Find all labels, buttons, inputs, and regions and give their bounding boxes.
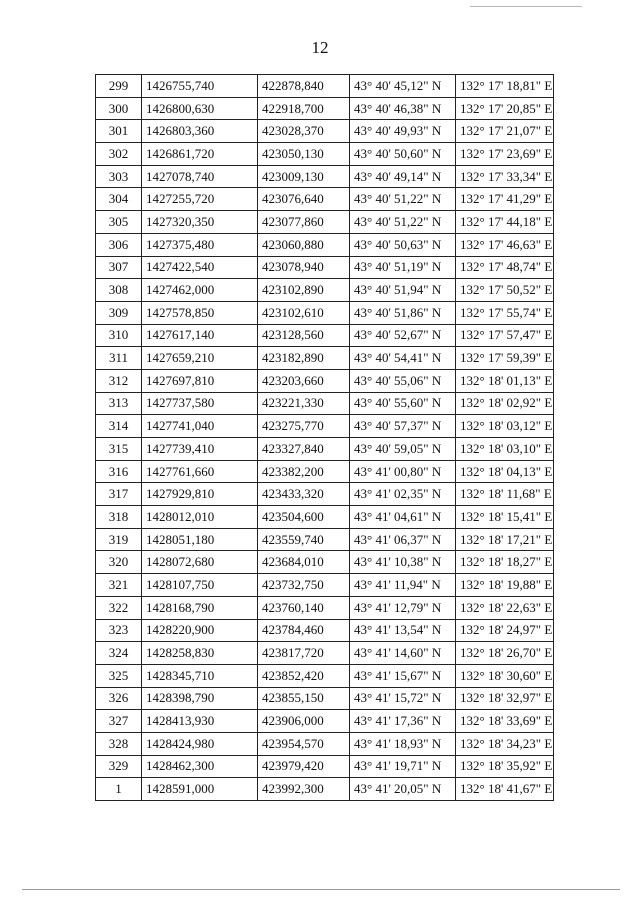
longitude-cell: 132° 18' 30,60" E xyxy=(456,664,554,687)
point-number-cell: 313 xyxy=(96,392,142,415)
top-rule xyxy=(470,6,582,7)
point-number-cell: 315 xyxy=(96,438,142,461)
point-number-cell: 329 xyxy=(96,755,142,778)
x-coordinate-cell: 1428107,750 xyxy=(142,574,258,597)
table-row xyxy=(96,438,554,461)
point-number-cell: 312 xyxy=(96,369,142,392)
x-coordinate-cell: 1428258,830 xyxy=(142,642,258,665)
longitude-cell: 132° 18' 35,92" E xyxy=(456,755,554,778)
longitude-cell: 132° 17' 23,69" E xyxy=(456,143,554,166)
table-row xyxy=(96,97,554,120)
longitude-cell: 132° 18' 11,68" E xyxy=(456,483,554,506)
y-coordinate-cell: 423382,200 xyxy=(258,460,350,483)
latitude-cell: 43° 40' 55,60" N xyxy=(350,392,456,415)
x-coordinate-cell: 1427741,040 xyxy=(142,415,258,438)
y-coordinate-cell: 423028,370 xyxy=(258,120,350,143)
point-number-cell: 1 xyxy=(96,778,142,801)
table-row xyxy=(96,188,554,211)
latitude-cell: 43° 41' 14,60" N xyxy=(350,642,456,665)
latitude-cell: 43° 40' 50,63" N xyxy=(350,233,456,256)
y-coordinate-cell: 423102,610 xyxy=(258,301,350,324)
latitude-cell: 43° 40' 55,06" N xyxy=(350,369,456,392)
table-row xyxy=(96,710,554,733)
longitude-cell: 132° 17' 50,52" E xyxy=(456,279,554,302)
x-coordinate-cell: 1427462,000 xyxy=(142,279,258,302)
longitude-cell: 132° 18' 17,21" E xyxy=(456,528,554,551)
point-number-cell: 306 xyxy=(96,233,142,256)
latitude-cell: 43° 41' 10,38" N xyxy=(350,551,456,574)
point-number-cell: 322 xyxy=(96,596,142,619)
latitude-cell: 43° 41' 18,93" N xyxy=(350,732,456,755)
point-number-cell: 327 xyxy=(96,710,142,733)
table-row xyxy=(96,755,554,778)
table-row xyxy=(96,347,554,370)
longitude-cell: 132° 18' 34,23" E xyxy=(456,732,554,755)
latitude-cell: 43° 41' 17,36" N xyxy=(350,710,456,733)
point-number-cell: 323 xyxy=(96,619,142,642)
longitude-cell: 132° 18' 26,70" E xyxy=(456,642,554,665)
point-number-cell: 316 xyxy=(96,460,142,483)
table-row xyxy=(96,165,554,188)
longitude-cell: 132° 18' 22,63" E xyxy=(456,596,554,619)
y-coordinate-cell: 423760,140 xyxy=(258,596,350,619)
y-coordinate-cell: 423102,890 xyxy=(258,279,350,302)
table-row xyxy=(96,778,554,801)
longitude-cell: 132° 17' 44,18" E xyxy=(456,211,554,234)
table-row xyxy=(96,75,554,98)
longitude-cell: 132° 18' 02,92" E xyxy=(456,392,554,415)
x-coordinate-cell: 1427617,140 xyxy=(142,324,258,347)
y-coordinate-cell: 423050,130 xyxy=(258,143,350,166)
x-coordinate-cell: 1428398,790 xyxy=(142,687,258,710)
x-coordinate-cell: 1428413,930 xyxy=(142,710,258,733)
y-coordinate-cell: 423009,130 xyxy=(258,165,350,188)
y-coordinate-cell: 423077,860 xyxy=(258,211,350,234)
y-coordinate-cell: 423684,010 xyxy=(258,551,350,574)
point-number-cell: 305 xyxy=(96,211,142,234)
y-coordinate-cell: 423076,640 xyxy=(258,188,350,211)
x-coordinate-cell: 1428345,710 xyxy=(142,664,258,687)
table-row xyxy=(96,551,554,574)
latitude-cell: 43° 40' 52,67" N xyxy=(350,324,456,347)
y-coordinate-cell: 423559,740 xyxy=(258,528,350,551)
table-row xyxy=(96,256,554,279)
table-row xyxy=(96,301,554,324)
table-row xyxy=(96,324,554,347)
longitude-cell: 132° 18' 18,27" E xyxy=(456,551,554,574)
x-coordinate-cell: 1426861,720 xyxy=(142,143,258,166)
x-coordinate-cell: 1428462,300 xyxy=(142,755,258,778)
y-coordinate-cell: 423906,000 xyxy=(258,710,350,733)
latitude-cell: 43° 40' 49,14" N xyxy=(350,165,456,188)
table-row xyxy=(96,392,554,415)
y-coordinate-cell: 423817,720 xyxy=(258,642,350,665)
y-coordinate-cell: 423060,880 xyxy=(258,233,350,256)
longitude-cell: 132° 18' 19,88" E xyxy=(456,574,554,597)
table-row xyxy=(96,483,554,506)
point-number-cell: 307 xyxy=(96,256,142,279)
longitude-cell: 132° 18' 03,10" E xyxy=(456,438,554,461)
longitude-cell: 132° 17' 21,07" E xyxy=(456,120,554,143)
longitude-cell: 132° 18' 03,12" E xyxy=(456,415,554,438)
table-row xyxy=(96,506,554,529)
y-coordinate-cell: 423078,940 xyxy=(258,256,350,279)
latitude-cell: 43° 41' 02,35" N xyxy=(350,483,456,506)
point-number-cell: 318 xyxy=(96,506,142,529)
point-number-cell: 309 xyxy=(96,301,142,324)
y-coordinate-cell: 423784,460 xyxy=(258,619,350,642)
latitude-cell: 43° 40' 51,19" N xyxy=(350,256,456,279)
point-number-cell: 321 xyxy=(96,574,142,597)
table-row xyxy=(96,619,554,642)
point-number-cell: 320 xyxy=(96,551,142,574)
x-coordinate-cell: 1426803,360 xyxy=(142,120,258,143)
longitude-cell: 132° 18' 33,69" E xyxy=(456,710,554,733)
latitude-cell: 43° 41' 19,71" N xyxy=(350,755,456,778)
point-number-cell: 319 xyxy=(96,528,142,551)
coordinates-table xyxy=(95,74,554,801)
coordinates-table-body xyxy=(96,75,554,801)
bottom-rule xyxy=(22,889,620,890)
table-row xyxy=(96,279,554,302)
latitude-cell: 43° 41' 00,80" N xyxy=(350,460,456,483)
latitude-cell: 43° 40' 51,22" N xyxy=(350,188,456,211)
table-row xyxy=(96,528,554,551)
longitude-cell: 132° 18' 32,97" E xyxy=(456,687,554,710)
x-coordinate-cell: 1428220,900 xyxy=(142,619,258,642)
point-number-cell: 314 xyxy=(96,415,142,438)
x-coordinate-cell: 1427422,540 xyxy=(142,256,258,279)
longitude-cell: 132° 17' 46,63" E xyxy=(456,233,554,256)
table-row xyxy=(96,642,554,665)
y-coordinate-cell: 423954,570 xyxy=(258,732,350,755)
point-number-cell: 324 xyxy=(96,642,142,665)
point-number-cell: 302 xyxy=(96,143,142,166)
latitude-cell: 43° 41' 15,72" N xyxy=(350,687,456,710)
longitude-cell: 132° 18' 15,41" E xyxy=(456,506,554,529)
y-coordinate-cell: 422918,700 xyxy=(258,97,350,120)
point-number-cell: 301 xyxy=(96,120,142,143)
x-coordinate-cell: 1426800,630 xyxy=(142,97,258,120)
y-coordinate-cell: 423504,600 xyxy=(258,506,350,529)
table-row xyxy=(96,664,554,687)
y-coordinate-cell: 423203,660 xyxy=(258,369,350,392)
latitude-cell: 43° 41' 15,67" N xyxy=(350,664,456,687)
latitude-cell: 43° 41' 04,61" N xyxy=(350,506,456,529)
latitude-cell: 43° 40' 45,12" N xyxy=(350,75,456,98)
point-number-cell: 326 xyxy=(96,687,142,710)
table-row xyxy=(96,233,554,256)
longitude-cell: 132° 17' 48,74" E xyxy=(456,256,554,279)
point-number-cell: 328 xyxy=(96,732,142,755)
x-coordinate-cell: 1427375,480 xyxy=(142,233,258,256)
latitude-cell: 43° 40' 51,86" N xyxy=(350,301,456,324)
table-row xyxy=(96,369,554,392)
page-number: 12 xyxy=(311,38,329,57)
latitude-cell: 43° 41' 12,79" N xyxy=(350,596,456,619)
latitude-cell: 43° 40' 50,60" N xyxy=(350,143,456,166)
x-coordinate-cell: 1428168,790 xyxy=(142,596,258,619)
table-row xyxy=(96,415,554,438)
latitude-cell: 43° 40' 49,93" N xyxy=(350,120,456,143)
x-coordinate-cell: 1428051,180 xyxy=(142,528,258,551)
longitude-cell: 132° 17' 57,47" E xyxy=(456,324,554,347)
longitude-cell: 132° 17' 59,39" E xyxy=(456,347,554,370)
x-coordinate-cell: 1427929,810 xyxy=(142,483,258,506)
latitude-cell: 43° 41' 13,54" N xyxy=(350,619,456,642)
table-row xyxy=(96,120,554,143)
point-number-cell: 303 xyxy=(96,165,142,188)
x-coordinate-cell: 1427697,810 xyxy=(142,369,258,392)
y-coordinate-cell: 423855,150 xyxy=(258,687,350,710)
point-number-cell: 300 xyxy=(96,97,142,120)
table-row xyxy=(96,687,554,710)
point-number-cell: 308 xyxy=(96,279,142,302)
longitude-cell: 132° 18' 41,67" E xyxy=(456,778,554,801)
point-number-cell: 317 xyxy=(96,483,142,506)
latitude-cell: 43° 40' 57,37" N xyxy=(350,415,456,438)
x-coordinate-cell: 1428591,000 xyxy=(142,778,258,801)
longitude-cell: 132° 17' 55,74" E xyxy=(456,301,554,324)
table-row xyxy=(96,732,554,755)
x-coordinate-cell: 1427078,740 xyxy=(142,165,258,188)
y-coordinate-cell: 423327,840 xyxy=(258,438,350,461)
point-number-cell: 310 xyxy=(96,324,142,347)
longitude-cell: 132° 18' 01,13" E xyxy=(456,369,554,392)
x-coordinate-cell: 1427255,720 xyxy=(142,188,258,211)
table-row xyxy=(96,211,554,234)
x-coordinate-cell: 1427737,580 xyxy=(142,392,258,415)
x-coordinate-cell: 1426755,740 xyxy=(142,75,258,98)
y-coordinate-cell: 423732,750 xyxy=(258,574,350,597)
longitude-cell: 132° 18' 24,97" E xyxy=(456,619,554,642)
latitude-cell: 43° 40' 51,22" N xyxy=(350,211,456,234)
latitude-cell: 43° 40' 51,94" N xyxy=(350,279,456,302)
point-number-cell: 311 xyxy=(96,347,142,370)
x-coordinate-cell: 1428424,980 xyxy=(142,732,258,755)
y-coordinate-cell: 423992,300 xyxy=(258,778,350,801)
table-row xyxy=(96,460,554,483)
latitude-cell: 43° 41' 11,94" N xyxy=(350,574,456,597)
y-coordinate-cell: 423275,770 xyxy=(258,415,350,438)
table-row xyxy=(96,574,554,597)
table-row xyxy=(96,596,554,619)
longitude-cell: 132° 17' 33,34" E xyxy=(456,165,554,188)
x-coordinate-cell: 1427659,210 xyxy=(142,347,258,370)
longitude-cell: 132° 17' 18,81" E xyxy=(456,75,554,98)
point-number-cell: 325 xyxy=(96,664,142,687)
table-row xyxy=(96,143,554,166)
y-coordinate-cell: 423182,890 xyxy=(258,347,350,370)
x-coordinate-cell: 1428012,010 xyxy=(142,506,258,529)
y-coordinate-cell: 423128,560 xyxy=(258,324,350,347)
x-coordinate-cell: 1428072,680 xyxy=(142,551,258,574)
latitude-cell: 43° 41' 06,37" N xyxy=(350,528,456,551)
x-coordinate-cell: 1427761,660 xyxy=(142,460,258,483)
point-number-cell: 299 xyxy=(96,75,142,98)
latitude-cell: 43° 40' 46,38" N xyxy=(350,97,456,120)
longitude-cell: 132° 17' 20,85" E xyxy=(456,97,554,120)
x-coordinate-cell: 1427739,410 xyxy=(142,438,258,461)
y-coordinate-cell: 422878,840 xyxy=(258,75,350,98)
y-coordinate-cell: 423979,420 xyxy=(258,755,350,778)
longitude-cell: 132° 18' 04,13" E xyxy=(456,460,554,483)
longitude-cell: 132° 17' 41,29" E xyxy=(456,188,554,211)
point-number-cell: 304 xyxy=(96,188,142,211)
x-coordinate-cell: 1427578,850 xyxy=(142,301,258,324)
latitude-cell: 43° 40' 59,05" N xyxy=(350,438,456,461)
y-coordinate-cell: 423852,420 xyxy=(258,664,350,687)
latitude-cell: 43° 40' 54,41" N xyxy=(350,347,456,370)
y-coordinate-cell: 423221,330 xyxy=(258,392,350,415)
latitude-cell: 43° 41' 20,05" N xyxy=(350,778,456,801)
y-coordinate-cell: 423433,320 xyxy=(258,483,350,506)
x-coordinate-cell: 1427320,350 xyxy=(142,211,258,234)
